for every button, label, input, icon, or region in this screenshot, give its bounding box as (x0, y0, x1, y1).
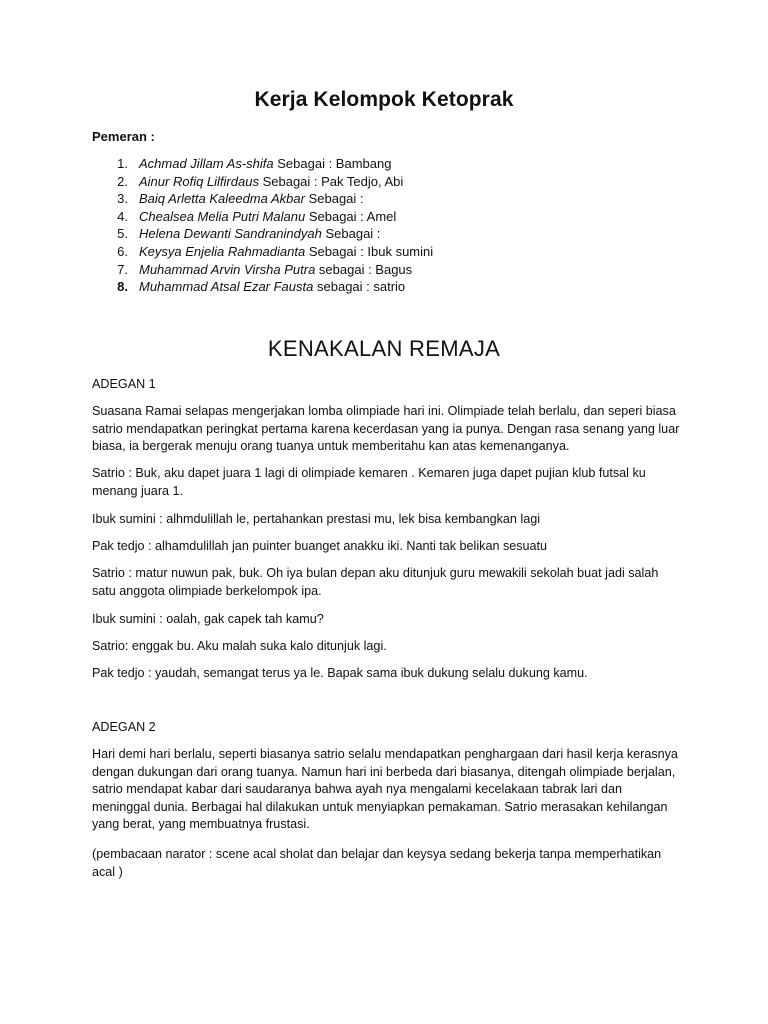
cast-actor-name: Helena Dewanti Sandranindyah (139, 226, 322, 242)
cast-number: 6. (117, 243, 128, 259)
dialogue-line: Pak tedjo : yaudah, semangat terus ya le. Bapak sama ibuk dukung selalu dukung kamu. (92, 666, 588, 680)
cast-number: 4. (117, 208, 128, 224)
cast-item (92, 155, 692, 173)
cast-role: Sebagai : Amel (308, 208, 397, 224)
narration-paragraph: Suasana Ramai selapas mengerjakan lomba olimpiade hari ini. Olimpiade telah berlalu, dan seperi biasa satrio mendapatkan peringkat pertama karena kecerdasan yang ia punya. Dengan rasa senang yang luar biasa, ia bergerak menuju orang tuanya untuk memberitahu kan atas kemenanganya. (92, 404, 680, 454)
cast-actor-name: Achmad Jillam As-shifa (139, 156, 274, 171)
dialogue-line: Pak tedjo : alhamdulillah jan puinter buanget anakku iki. Nanti tak belikan sesuatu (92, 539, 548, 553)
dialogue-line: Satrio : matur nuwun pak, buk. Oh iya bulan depan aku ditunjuk guru mewakili sekolah buat jadi salah satu anggota olimpiade berkelompok ipa. (92, 566, 659, 598)
cast-number: 3. (117, 191, 128, 207)
cast-number: 2. (117, 173, 128, 189)
dialogue-line: Satrio: enggak bu. Aku malah suka kalo ditunjuk lagi. (92, 639, 387, 653)
dialogue-line: Satrio : Buk, aku dapet juara 1 lagi di olimpiade kemaren . Kemaren juga dapet pujian klub futsal ku menang juara 1. (92, 466, 646, 498)
cast-role: Sebagai : (308, 191, 364, 207)
cast-number: 5. (117, 226, 128, 242)
scene-heading: ADEGAN 2 (92, 720, 156, 734)
cast-actor-name: Baiq Arletta Kaleedma Akbar (139, 191, 305, 207)
cast-role: sebagai : satrio (317, 279, 406, 295)
cast-number: 8. (117, 279, 128, 295)
scene-heading: ADEGAN 1 (92, 377, 156, 391)
cast-number: 1. (117, 156, 128, 171)
cast-role: Sebagai : Bambang (277, 156, 392, 171)
cast-number: 7. (117, 261, 128, 277)
cast-item (92, 261, 692, 279)
cast-actor-name: Ainur Rofiq Lilfirdaus (139, 173, 259, 189)
narrator-note: (pembacaan narator : scene acal sholat dan belajar dan keysya sedang bekerja tanpa memperhatikan acal ) (92, 847, 662, 879)
narration-paragraph: Hari demi hari berlalu, seperti biasanya satrio selalu mendapatkan penghargaan dari hasil kerja kerasnya dengan dukungan dari orang tuanya. Namun hari ini berbeda dari biasanya, ditengah olimpiade berjalan, satrio mendapat kabar dari saudaranya bahwa ayah nya mengalami kecelakaan tabrak lari dan meninggal dunia. Berbagai hal dilakukan untuk menyiapkan pemakaman. Satrio merasakan kehilangan yang berat, yang membuatnya frustasi. (92, 747, 678, 832)
cast-item (92, 173, 692, 191)
cast-actor-name: Chealsea Melia Putri Malanu (139, 208, 306, 224)
cast-item (92, 278, 692, 296)
dialogue-line: Ibuk sumini : alhmdulillah le, pertahankan prestasi mu, lek bisa kembangkan lagi (92, 512, 541, 526)
cast-role: Sebagai : Pak Tedjo, Abi (262, 173, 404, 189)
dialogue-line: Ibuk sumini : oalah, gak capek tah kamu? (92, 612, 324, 626)
cast-actor-name: Muhammad Atsal Ezar Fausta (139, 279, 314, 295)
cast-item (92, 190, 692, 208)
cast-label: Pemeran : (92, 129, 155, 144)
section-title: KENAKALAN REMAJA (267, 336, 501, 361)
cast-list (92, 155, 692, 296)
cast-actor-name: Muhammad Arvin Virsha Putra (139, 261, 316, 277)
cast-item (92, 208, 692, 226)
cast-item (92, 225, 692, 243)
document-title: Kerja Kelompok Ketoprak (254, 88, 514, 111)
cast-actor-name: Keysya Enjelia Rahmadianta (139, 243, 306, 259)
cast-role: Sebagai : (325, 226, 381, 242)
cast-item (92, 243, 692, 261)
cast-role: Sebagai : Ibuk sumini (308, 243, 434, 259)
cast-role: sebagai : Bagus (318, 261, 413, 277)
